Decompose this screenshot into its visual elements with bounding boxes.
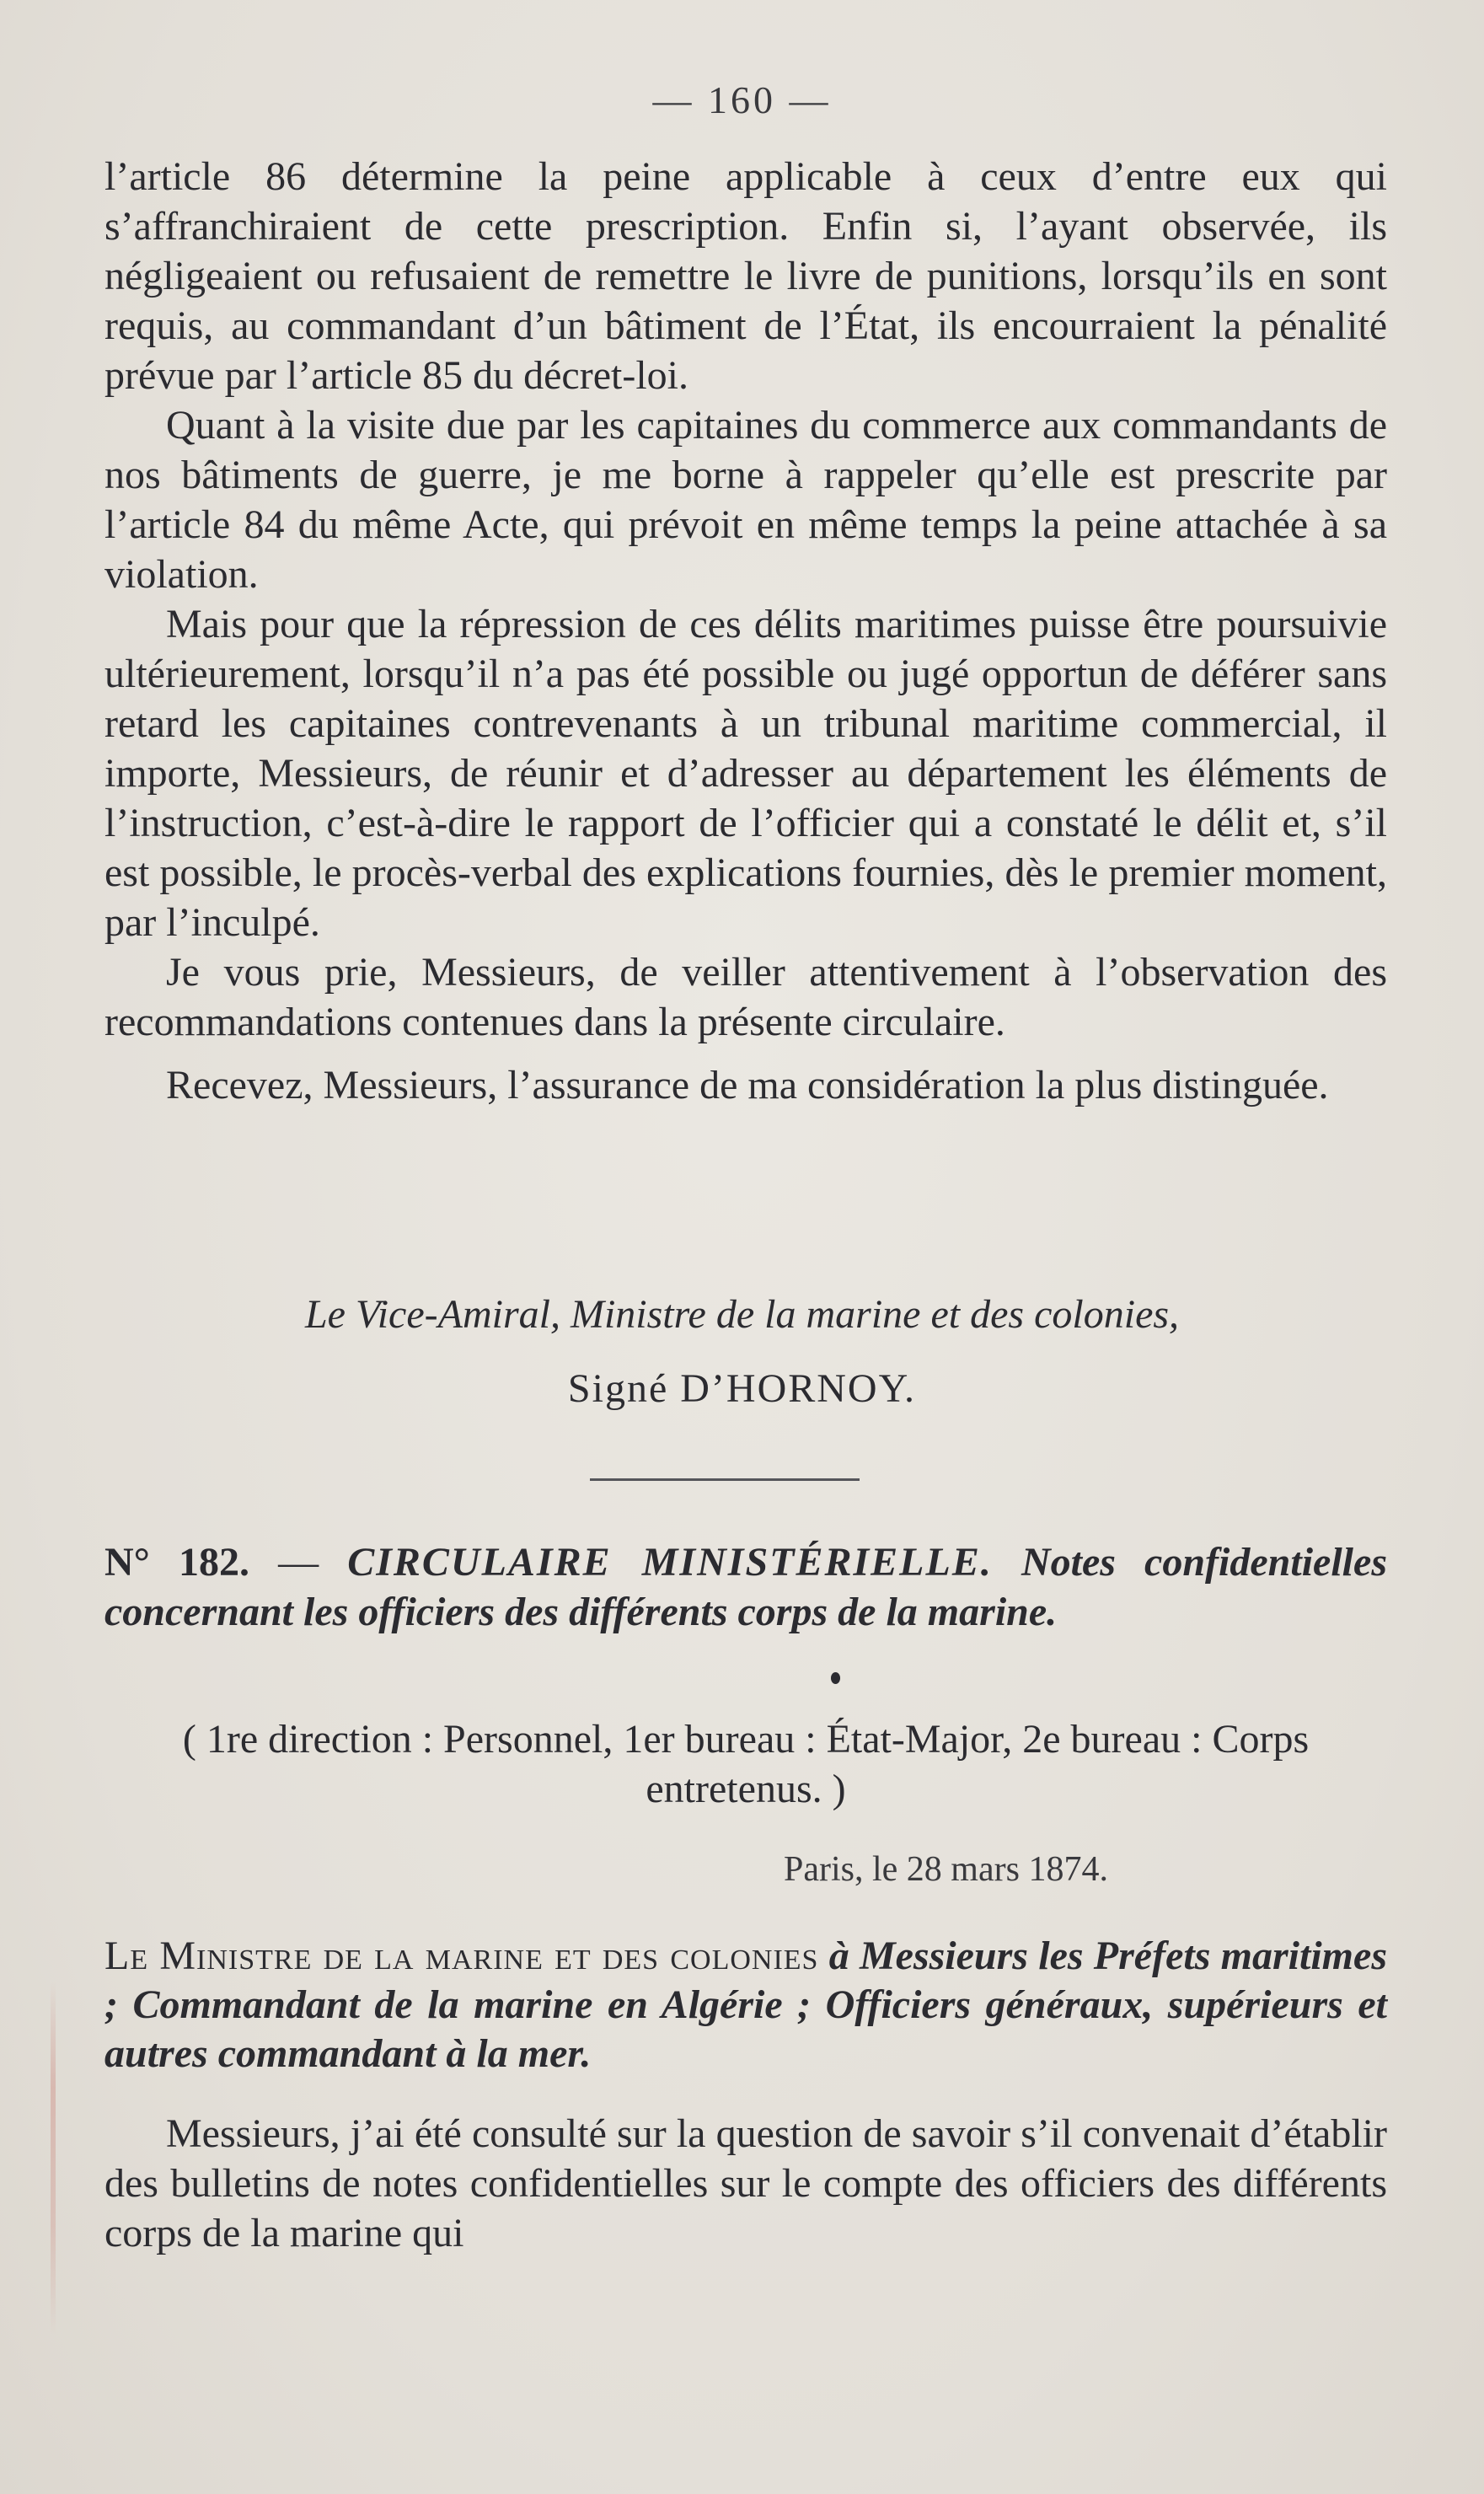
page-number: — 160 — — [652, 78, 832, 121]
circular-opening: Messieurs, j’ai été consulté sur la question de savoir s’il convenait d’établir des bulletins de notes confidentielles sur le compte des officiers des différents corps de la marine qui — [104, 2111, 1387, 2255]
circular-directions: ( 1re direction : Personnel, 1er bureau : État-Major, 2e bureau : Corps entretenus. ) — [182, 1717, 1310, 1811]
paragraph-3: Mais pour que la répression de ces délits maritimes puisse être poursuivie ultérieurement, lorsqu’il n’a pas été possible ou jugé opportun de déférer sans retard les capitaines contrevenants à un tribunal maritime commercial, il importe, Messieurs, de réunir et d’adresser au département les éléments de l’instruction, c’est-à-dire le rapport de l’officier qui a constaté le délit et, s’il est possible, le procès-verbal des explications fournies, dès le premier moment, par l’inculpé. — [104, 602, 1387, 945]
circular-subject: Notes confidentielles concernant les officiers des différents corps de la marine. — [104, 1540, 1387, 1634]
circular-heading — [104, 1537, 1387, 1637]
paragraph-5: Recevez, Messieurs, l’assurance de ma considération la plus distinguée. — [166, 1063, 1329, 1108]
circular-title: CIRCULAIRE MINISTÉRIELLE. — [347, 1540, 993, 1585]
signature-name: Signé D’HORNOY. — [567, 1366, 917, 1411]
paragraph-4: Je vous prie, Messieurs, de veiller attentivement à l’observation des recommandations contenues dans la présente circulaire. — [104, 950, 1387, 1044]
letter-body — [104, 152, 1387, 1110]
section-divider — [590, 1478, 860, 1481]
ink-dot — [831, 1672, 840, 1684]
address-sender: Le Ministre de la marine et des colonies — [104, 1934, 819, 1978]
signature-title: Le Vice-Amiral, Ministre de la marine et des colonies, — [304, 1292, 1180, 1337]
address-recipients: à Messieurs les Préfets maritimes ; Commandant de la marine en Algérie ; Officiers généraux, supérieurs et autres commandant à la mer. — [104, 1934, 1388, 2076]
paragraph-2: Quant à la visite due par les capitaines du commerce aux commandants de nos bâtiments de guerre, je me borne à rappeler qu’elle est prescrite par l’article 84 du même Acte, qui prévoit en même temps la peine attachée à sa violation. — [104, 403, 1387, 597]
paragraph-1: l’article 86 détermine la peine applicable à ceux d’entre eux qui s’affranchiraient de cette prescription. Enfin si, l’ayant observée, ils négligeaient ou refusaient de remettre le livre de punitions, lorsqu’ils en sont requis, au commandant d’un bâtiment de l’État, ils encourraient la pénalité prévue par l’article 85 du décret-loi. — [104, 154, 1387, 398]
circular-address — [104, 1932, 1387, 2078]
circular-date: Paris, le 28 mars 1874. — [784, 1850, 1108, 1889]
heading-dash: — — [278, 1540, 319, 1585]
margin-stain — [51, 1981, 56, 2335]
circular-number: N° 182. — [104, 1540, 249, 1585]
